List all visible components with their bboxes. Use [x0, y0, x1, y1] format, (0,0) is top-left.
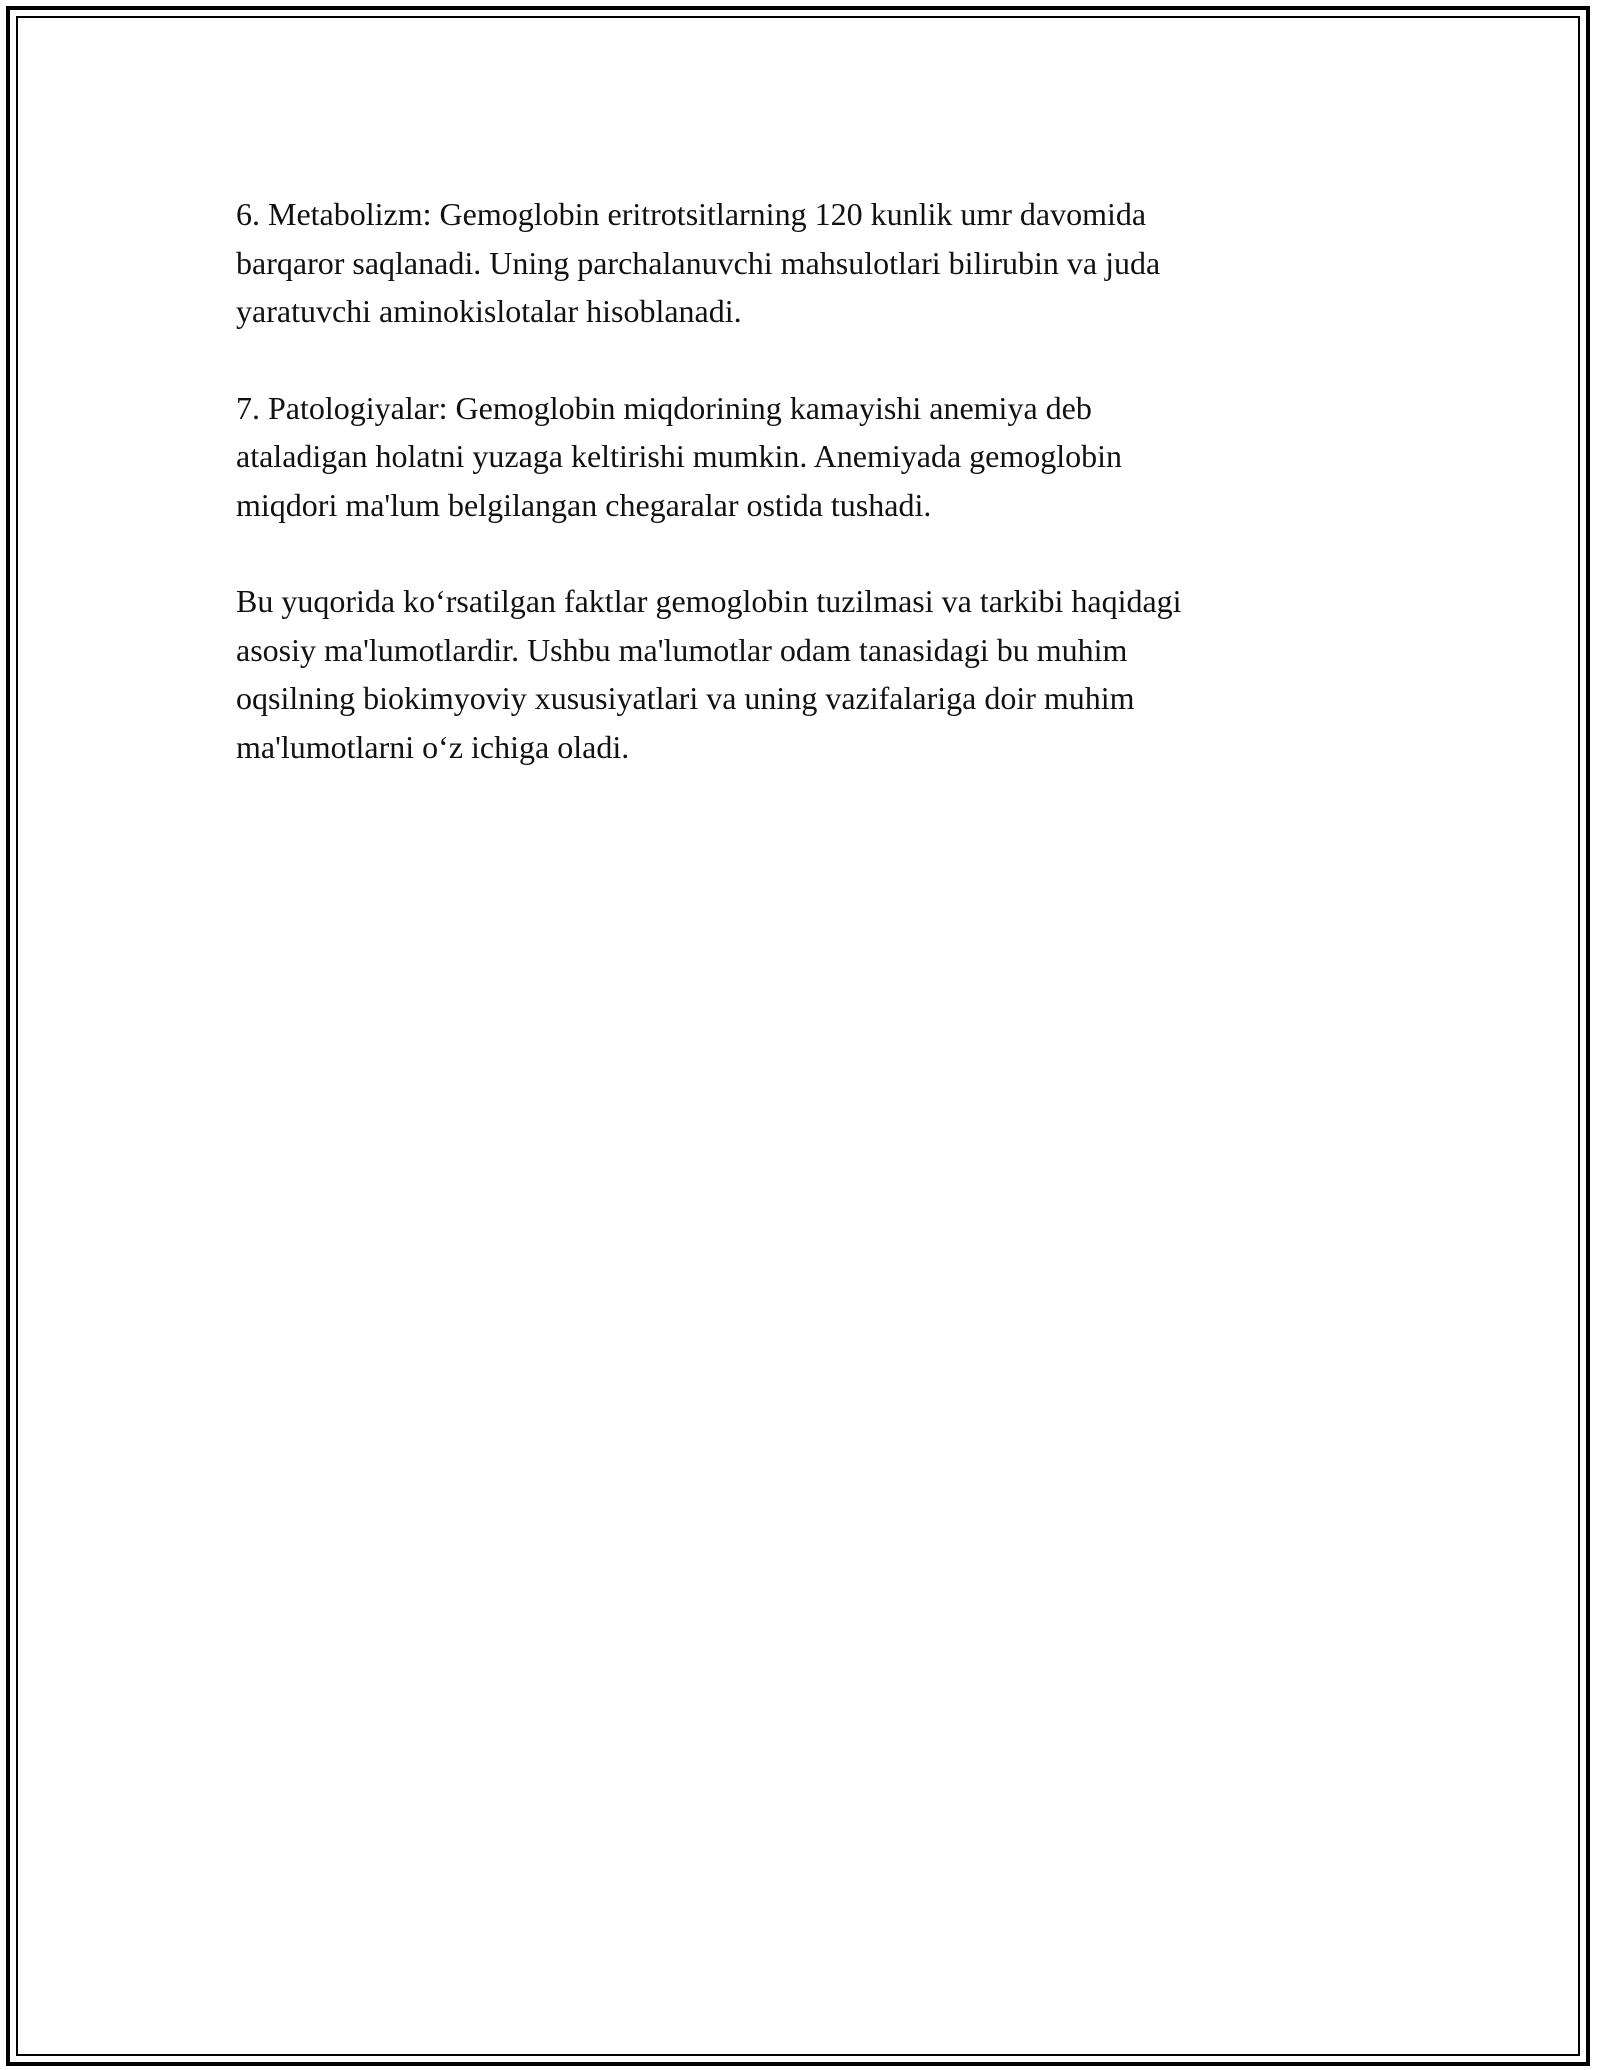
document-body [236, 190, 1366, 819]
paragraph-pathologies: 7. Patologiyalar: Gemoglobin miqdorining kamayishi anemiya deb ataladigan holatni yuzaga keltirishi mumkin. Anemiyada gemoglobin miqdori ma'lum belgilangan chegaralar ostida tushadi. [236, 389, 1123, 523]
paragraph-metabolism: 6. Metabolizm: Gemoglobin eritrotsitlarning 120 kunlik umr davomida barqaror saqlanadi. Uning parchalanuvchi mahsulotlari bilirubin va juda yaratuvchi aminokislotalar hisoblanadi. [236, 196, 1161, 329]
paragraph-conclusion: Bu yuqorida ko‘rsatilgan faktlar gemoglobin tuzilmasi va tarkibi haqidagi asosiy ma'lumotlardir. Ushbu ma'lumotlar odam tanasidagi bu muhim oqsilning biokimyoviy xususiyatlari va uning vazifalariga doir muhim ma'lumotlarni o‘z ichiga oladi. [236, 583, 1182, 765]
